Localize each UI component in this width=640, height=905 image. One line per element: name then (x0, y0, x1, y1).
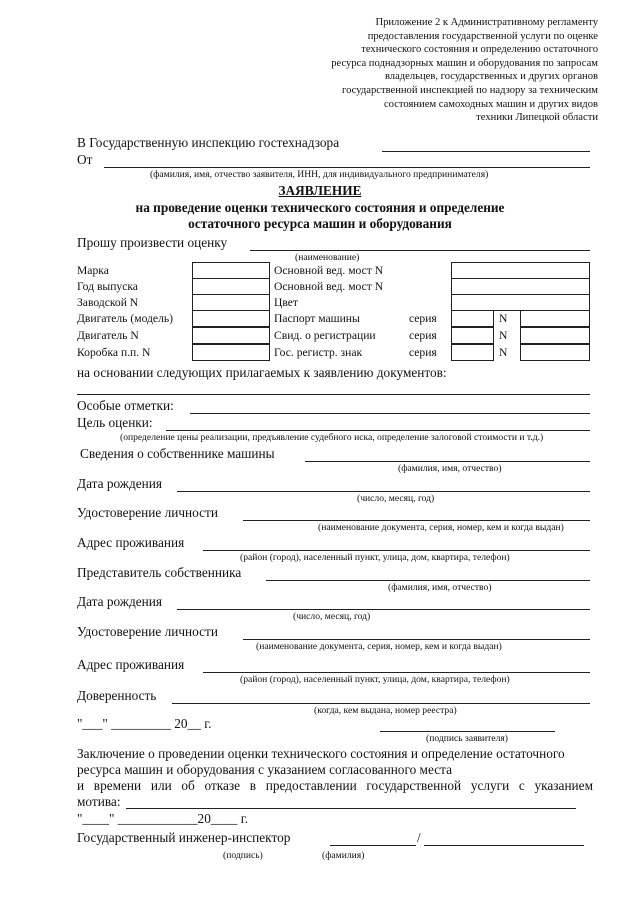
engine-model-label: Двигатель (модель) (77, 312, 174, 325)
representative-field[interactable] (266, 580, 590, 581)
brand-field[interactable] (192, 262, 270, 279)
birth-date-label: Дата рождения (77, 476, 162, 491)
from-label: От (77, 152, 93, 167)
inspector-surname-field[interactable] (424, 845, 584, 846)
header-line: владельцев, государственных и других органов (384, 71, 598, 83)
registration-series-field[interactable] (451, 327, 494, 344)
passport-number-field[interactable] (520, 310, 590, 327)
inspector-signature-field[interactable] (330, 845, 416, 846)
owner-label: Сведения о собственнике машины (80, 446, 275, 461)
owner-field[interactable] (305, 461, 590, 462)
birth-date-caption: (число, месяц, год) (357, 493, 435, 504)
series-label: серия (409, 346, 437, 359)
number-label: N (499, 329, 508, 342)
header-line: техники Липецкой области (476, 112, 598, 124)
plate-series-field[interactable] (451, 344, 494, 361)
year-field[interactable] (192, 278, 270, 295)
conclusion-text: ресурса машин и оборудования с указанием согласованного места (77, 762, 452, 777)
axle-number-label: Основной вед. мост N (274, 264, 384, 277)
header-line: Приложение 2 к Административному регламенту (375, 17, 598, 28)
request-caption: (наименование) (295, 252, 360, 263)
series-label: серия (409, 312, 437, 325)
inspector-surname-caption: (фамилия) (322, 850, 365, 861)
engine-number-label: Двигатель N (77, 329, 139, 342)
gearbox-number-label: Коробка п.п. N (77, 346, 151, 359)
rep-birth-date-field[interactable] (177, 609, 590, 610)
header-line: предоставления государственной услуги по оценке (367, 30, 598, 42)
factory-number-field[interactable] (192, 294, 270, 311)
inspector-separator: / (417, 830, 421, 845)
special-notes-field[interactable] (190, 413, 590, 414)
engine-model-field[interactable] (192, 310, 270, 327)
appendix-header (258, 16, 598, 125)
registration-number-field[interactable] (520, 327, 590, 344)
number-label: N (499, 346, 508, 359)
applicant-field[interactable] (104, 167, 590, 168)
rep-identity-field[interactable] (243, 639, 590, 640)
motive-field[interactable] (126, 808, 576, 809)
conclusion-motive-label: мотива: (77, 794, 121, 809)
address-label: Адрес проживания (77, 535, 185, 550)
purpose-caption: (определение цены реализации, предъявление судебного иска, определение залоговой стоимости и т.д.) (120, 432, 544, 443)
address-field[interactable] (203, 550, 590, 551)
request-label: Прошу произвести оценку (77, 235, 228, 250)
power-of-attorney-caption: (когда, кем выдана, номер реестра) (314, 705, 457, 716)
registration-label: Свид. о регистрации (274, 329, 376, 342)
passport-label: Паспорт машины (274, 312, 360, 325)
power-of-attorney-field[interactable] (172, 703, 590, 704)
header-line: состоянием самоходных машин и других видов (383, 98, 598, 110)
document-subtitle: на проведение оценки технического состояния и определение (135, 200, 505, 215)
purpose-label: Цель оценки: (77, 415, 153, 430)
color-label: Цвет (274, 296, 298, 309)
birth-date-field[interactable] (177, 491, 590, 492)
applicant-signature-field[interactable] (380, 731, 555, 732)
addressee-label: В Государственную инспекцию гостехнадзора (77, 135, 340, 150)
inspector-sign-caption: (подпись) (223, 850, 263, 861)
color-field[interactable] (451, 294, 590, 311)
factory-number-label: Заводской N (77, 296, 139, 309)
rep-identity-caption: (наименование документа, серия, номер, кем и когда выдан) (256, 641, 502, 652)
identity-field[interactable] (243, 520, 590, 521)
applicant-caption: (фамилия, имя, отчество заявителя, ИНН, для индивидуального предпринимателя) (150, 169, 489, 180)
engine-number-field[interactable] (192, 327, 270, 344)
inspector-label: Государственный инженер-инспектор (77, 830, 291, 845)
power-of-attorney-label: Доверенность (77, 688, 157, 703)
axle-number-field[interactable] (451, 262, 590, 279)
rep-birth-date-caption: (число, месяц, год) (293, 611, 371, 622)
year-label: Год выпуска (77, 280, 138, 293)
representative-label: Представитель собственника (77, 565, 242, 580)
axle-number-label: Основной вед. мост N (274, 280, 384, 293)
conclusion-text: и времени или об отказе в предоставлении государственной услуги с указанием (77, 778, 593, 793)
rep-address-field[interactable] (203, 672, 590, 673)
owner-caption: (фамилия, имя, отчество) (398, 463, 502, 474)
header-line: технического состояния и определению остаточного (361, 44, 598, 56)
passport-series-field[interactable] (451, 310, 494, 327)
conclusion-text: Заключение о проведении оценки технического состояния и определение остаточного (77, 746, 565, 761)
signature-caption: (подпись заявителя) (426, 733, 509, 744)
purpose-field[interactable] (166, 430, 590, 431)
header-line: ресурса поднадзорных машин и оборудования по запросам (331, 57, 598, 69)
series-label: серия (409, 329, 437, 342)
documents-basis-text: на основании следующих прилагаемых к заявлению документов: (77, 365, 447, 380)
document-subtitle: остаточного ресурса машин и оборудования (188, 216, 452, 231)
identity-caption: (наименование документа, серия, номер, кем и когда выдан) (318, 522, 564, 533)
rep-address-label: Адрес проживания (77, 657, 185, 672)
request-field[interactable] (250, 250, 590, 251)
document-title: ЗАЯВЛЕНИЕ (278, 183, 362, 198)
header-line: государственной инспекцией по надзору за техническим (342, 84, 598, 96)
gearbox-number-field[interactable] (192, 344, 270, 361)
axle-number-field[interactable] (451, 278, 590, 295)
addressee-field[interactable] (382, 151, 590, 152)
plate-number-field[interactable] (520, 344, 590, 361)
conclusion-date[interactable]: "____" ____________20____ г. (77, 811, 249, 826)
rep-address-caption: (район (город), населенный пункт, улица, дом, квартира, телефон) (240, 674, 510, 685)
representative-caption: (фамилия, имя, отчество) (388, 582, 492, 593)
rep-identity-label: Удостоверение личности (77, 624, 218, 639)
brand-label: Марка (77, 264, 109, 277)
plate-label: Гос. регистр. знак (274, 346, 363, 359)
address-caption: (район (город), населенный пункт, улица, дом, квартира, телефон) (240, 552, 510, 563)
documents-field[interactable] (77, 394, 590, 395)
identity-label: Удостоверение личности (77, 505, 218, 520)
special-notes-label: Особые отметки: (77, 398, 174, 413)
rep-birth-date-label: Дата рождения (77, 594, 162, 609)
application-date[interactable]: "___" _________ 20__ г. (77, 716, 212, 731)
number-label: N (499, 312, 508, 325)
